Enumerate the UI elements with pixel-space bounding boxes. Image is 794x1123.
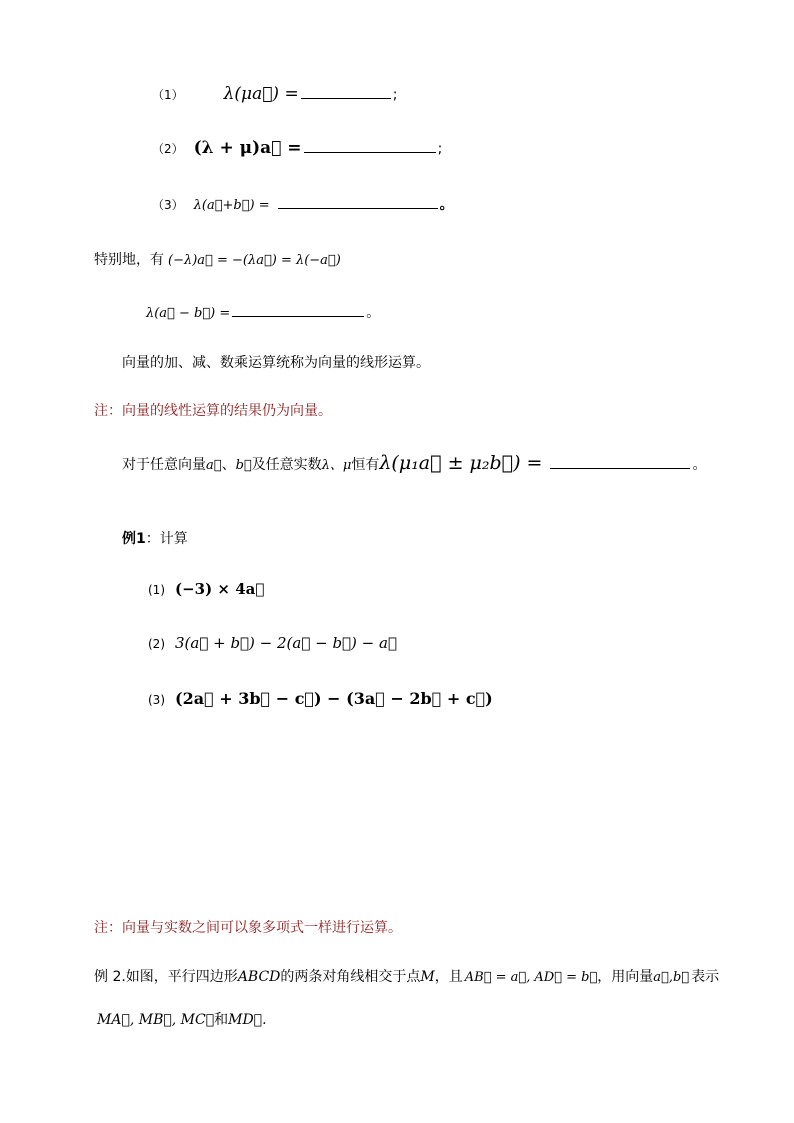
vectors-ab: a⃗,b⃗ [653, 970, 690, 985]
difference-expression: λ(a⃗ − b⃗) = [146, 306, 231, 321]
item-expression: (2a⃗ + 3b⃗ − c⃗) − (3a⃗ − 2b⃗ + c⃗) [175, 689, 493, 708]
difference-item [146, 302, 380, 322]
linearity-expression: λ(μ₁a⃗ ± μ₂b⃗) = [379, 452, 543, 474]
example-label: 例1 [122, 531, 146, 547]
statement-text: 恒有 [351, 457, 380, 473]
example-instruction: ：计算 [145, 531, 188, 547]
statement-tail: 。 [692, 457, 707, 473]
special-case [94, 249, 341, 269]
item-expression: λ(μa⃗) = [223, 84, 299, 104]
parallelogram-name: ABCD [237, 969, 281, 985]
statement-text: 及任意实数 [251, 457, 322, 473]
example-1-heading [122, 528, 188, 548]
statement-text: 对于任意向量 [122, 457, 206, 473]
item-expression: 3(a⃗ + b⃗) − 2(a⃗ − b⃗) − a⃗ [175, 634, 397, 652]
item-expression: (−3) × 4a⃗ [175, 580, 265, 598]
item-number: （3） [152, 198, 184, 212]
item-number: （2） [152, 142, 184, 156]
example-2-line-2 [97, 1009, 267, 1029]
item-tail: ; [392, 87, 398, 103]
item-number: （1） [152, 88, 184, 102]
vector-ad: AD⃗ = b⃗ [534, 970, 598, 985]
item-expression: (λ + μ)a⃗ = [193, 138, 302, 158]
example-1-item-1 [148, 580, 264, 598]
example-1-item-3 [148, 689, 493, 708]
item-3 [152, 194, 454, 214]
example-2-text: ，且 [434, 969, 463, 985]
example-2-text: ，用向量 [597, 969, 654, 985]
answer-blank[interactable] [304, 138, 436, 153]
scalars: λ、μ [321, 458, 352, 473]
vector-a: a⃗ [206, 458, 222, 473]
item-2 [152, 138, 442, 158]
example-2-line-1 [94, 966, 719, 986]
point-m: M [420, 969, 435, 985]
note-1: 注：向量的线性运算的结果仍为向量。 [94, 403, 332, 419]
special-expression: (−λ)a⃗ = −(λa⃗) = λ(−a⃗) [168, 253, 341, 268]
answer-blank[interactable] [232, 302, 364, 317]
item-1 [152, 84, 397, 104]
answer-blank[interactable] [550, 454, 690, 469]
example-2-text: 的两条对角线相交于点 [280, 969, 421, 985]
separator: 、 [221, 457, 236, 473]
item-tail: 。 [439, 197, 454, 213]
vectors-ma-mb-mc: MA⃗, MB⃗, MC⃗ [97, 1012, 215, 1028]
and-text: 和 [214, 1012, 229, 1028]
item-number: (2) [148, 637, 165, 651]
item-number: (3) [148, 693, 165, 707]
linearity-statement [122, 452, 706, 474]
vector-md: MD⃗. [228, 1012, 267, 1028]
vector-ab: AB⃗ = a⃗, [464, 970, 531, 985]
item-number: (1) [148, 583, 165, 597]
example-2-text: 表示 [691, 969, 720, 985]
item-expression: λ(a⃗+b⃗) = [193, 198, 270, 213]
vector-b: b⃗ [235, 458, 252, 473]
item-tail: ; [437, 141, 443, 157]
linear-operations-text: 向量的加、减、数乘运算统称为向量的线形运算。 [122, 355, 430, 371]
answer-blank[interactable] [278, 194, 438, 209]
special-label: 特别地，有 [94, 252, 164, 268]
note-2: 注：向量与实数之间可以象多项式一样进行运算。 [94, 920, 402, 936]
example-2-text: 例 2.如图，平行四边形 [94, 969, 238, 985]
difference-tail: 。 [366, 305, 381, 321]
example-1-item-2 [148, 634, 397, 652]
answer-blank[interactable] [301, 84, 391, 99]
